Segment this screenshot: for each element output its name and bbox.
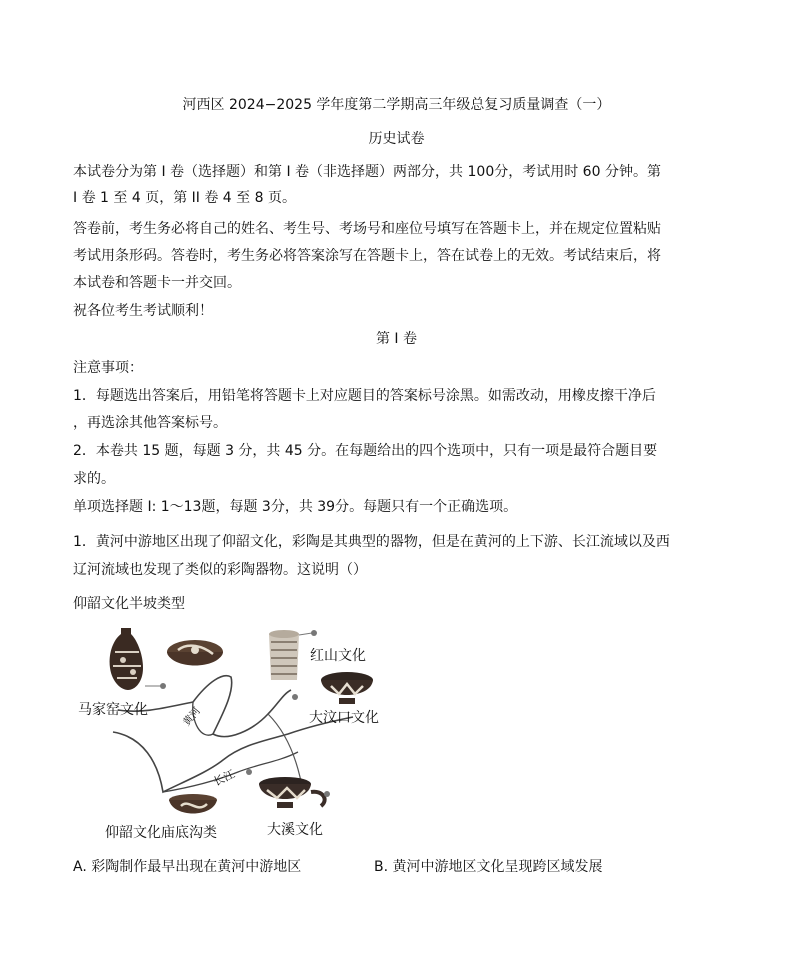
intro-line-2: I 卷 1 至 4 页，第 II 卷 4 至 8 页。 (73, 190, 296, 206)
culture-distribution-map (73, 622, 403, 847)
intro-line-3: 答卷前，考生务必将自己的姓名、考生号、考场号和座位号填写在答题卡上，并在规定位置粘贴 (73, 221, 661, 237)
intro-line-6: 祝各位考生考试顺利！ (73, 303, 213, 319)
question-1-stem-line-1: 1．黄河中游地区出现了仰韶文化，彩陶是其典型的器物，但是在黄河的上下游、长江流域以及西 (73, 534, 670, 550)
option-a[interactable]: A. 彩陶制作最早出现在黄河中游地区 (73, 859, 302, 875)
dawenkou-pottery-icon (321, 672, 373, 704)
exam-title: 河西区 2024−2025 学年度第二学期高三年级总复习质量调查（一） (182, 97, 611, 113)
intro-line-4: 考试用条形码。答卷时，考生务必将答案涂写在答题卡上，答在试卷上的无效。考试结束后，将 (73, 248, 661, 264)
hongshan-pottery-icon (269, 630, 299, 680)
label-changjiang: 长江 (211, 767, 237, 789)
label-dawenkou: 大汶口文化 (309, 710, 379, 726)
label-huanghe: 黄河 (181, 705, 203, 729)
label-majiayao: 马家窑文化 (78, 702, 148, 718)
single-choice-instructions: 单项选择题 I: 1～13题，每题 3分，共 39分。每题只有一个正确选项。 (73, 499, 518, 515)
note-1-line-1: 1．每题选出答案后，用铅笔将答题卡上对应题目的答案标号涂黑。如需改动，用橡皮擦干净后 (73, 388, 656, 404)
intro-line-5: 本试卷和答题卡一并交回。 (73, 275, 241, 291)
daxi-pottery-icon (259, 777, 325, 808)
label-daxi: 大溪文化 (267, 822, 323, 838)
miaodigou-bowl-icon (169, 794, 217, 814)
option-b[interactable]: B. 黄河中游地区文化呈现跨区域发展 (374, 859, 603, 875)
label-miaodigou: 仰韶文化庙底沟类 (105, 825, 217, 841)
note-1-line-2: ，再选涂其他答案标号。 (73, 415, 227, 431)
intro-line-1: 本试卷分为第 I 卷（选择题）和第 I 卷（非选择题）两部分，共 100分，考试用时 60 分钟。第 (73, 164, 661, 180)
majiayao-pottery-icon (110, 628, 143, 690)
section-title: 第 I 卷 (375, 331, 418, 347)
question-1-stem-line-2: 辽河流域也发现了类似的彩陶器物。这说明（） (73, 562, 367, 578)
exam-subject: 历史试卷 (368, 131, 425, 147)
notice-heading: 注意事项： (73, 360, 143, 376)
note-2-line-1: 2．本卷共 15 题，每题 3 分，共 45 分。在每题给出的四个选项中，只有一项是最符合题目要 (73, 443, 658, 459)
note-2-line-2: 求的。 (73, 471, 115, 487)
label-hongshan: 红山文化 (310, 648, 366, 664)
figure-caption: 仰韶文化半坡类型 (73, 596, 185, 612)
banpo-bowl-icon (167, 640, 223, 666)
